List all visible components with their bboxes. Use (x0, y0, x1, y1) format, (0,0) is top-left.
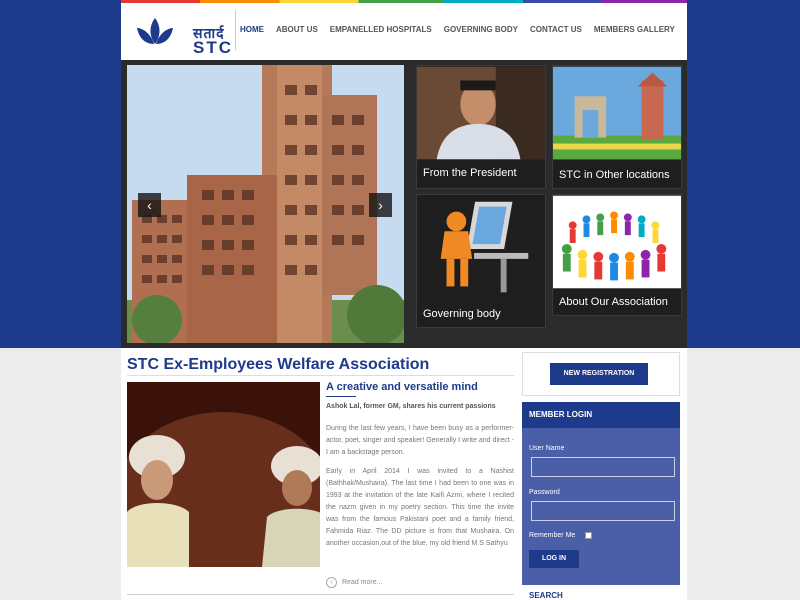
page-title: STC Ex-Employees Welfare Association (127, 356, 430, 373)
article-paragraph: During the last few years, I have been busy as a performer-actor, poet, singer and speaker! Generally I write and direct - I am a backstage person. (326, 425, 514, 456)
logo-divider (235, 10, 236, 50)
nav-item-home[interactable]: HOME (240, 25, 264, 34)
remember-me-label: Remember Me (529, 532, 576, 539)
lotus-icon (133, 14, 177, 48)
remember-me-checkbox[interactable] (585, 532, 592, 539)
main-content (121, 348, 687, 600)
logo-hindi-text: सतार्द (193, 26, 225, 42)
article-photo[interactable] (127, 382, 320, 567)
member-login-panel (522, 402, 680, 585)
article-paragraph: Early in April 2014 I was invited to a Nashist (Bathhak/Mushaira). The last time I had been to one was in 1993 at the invitation of the late Kaifi Azmi, where I recited the nazm given in my poetry section. This time the invite was from the famous Pakistani poet and a family friend, Fahmida Riaz. The DD picture is from that Mushaira. On another occasion,out of the blue, my old friend M S Sathyu (326, 468, 514, 547)
tile-label: Governing body (423, 308, 501, 320)
building-photo (127, 65, 404, 343)
password-input[interactable] (531, 501, 675, 521)
content-divider (127, 594, 514, 595)
tile-label: From the President (423, 167, 517, 179)
feature-area (121, 60, 687, 348)
main-nav (240, 25, 687, 34)
logo-text: STC (193, 38, 233, 57)
registration-box (522, 352, 680, 396)
india-gate-photo (553, 66, 681, 160)
password-label: Password (529, 489, 560, 496)
image-slider[interactable] (127, 65, 404, 343)
search-heading: SEARCH (522, 588, 680, 600)
login-button[interactable]: LOG IN (529, 550, 579, 568)
tile-label: STC in Other locations (559, 169, 670, 181)
read-more-label: Read more... (342, 579, 383, 586)
username-label: User Name (529, 445, 565, 452)
nav-item-contact-us[interactable]: CONTACT US (529, 25, 582, 34)
chevron-right-icon: › (326, 577, 337, 588)
president-photo (417, 66, 545, 160)
nav-item-about-us[interactable]: ABOUT US (276, 25, 318, 34)
governing-body-illustration (417, 195, 545, 305)
slider-prev-button[interactable]: ‹ (138, 193, 161, 217)
tile-governing-body[interactable] (416, 194, 546, 328)
people-circle-illustration (553, 195, 681, 289)
tile-label: About Our Association (559, 296, 668, 308)
tile-stc-in-other-locations[interactable] (552, 65, 682, 189)
rainbow-strip (121, 0, 687, 3)
nav-item-members-gallery[interactable]: MEMBERS GALLERY (593, 25, 675, 34)
tile-from-the-president[interactable] (416, 65, 546, 189)
username-input[interactable] (531, 457, 675, 477)
site-header (121, 0, 687, 60)
nav-item-empanelled-hospitals[interactable]: EMPANELLED HOSPITALS (329, 25, 432, 34)
nav-item-governing-body[interactable]: GOVERNING BODY (443, 25, 518, 34)
login-title: MEMBER LOGIN (522, 402, 680, 428)
page-container (121, 0, 687, 600)
article-body (326, 423, 514, 557)
article-subtitle: Ashok Lal, former GM, shares his current passions (326, 403, 496, 410)
new-registration-button[interactable]: NEW REGISTRATION (550, 363, 648, 385)
slider-next-button[interactable]: › (369, 193, 392, 217)
performers-photo (127, 382, 320, 567)
site-logo[interactable] (133, 12, 233, 57)
tile-about-our-association[interactable] (552, 194, 682, 316)
read-more-link[interactable] (326, 577, 382, 588)
article-title-underline (326, 396, 356, 397)
title-divider (127, 375, 514, 376)
article-title[interactable]: A creative and versatile mind (326, 381, 478, 393)
